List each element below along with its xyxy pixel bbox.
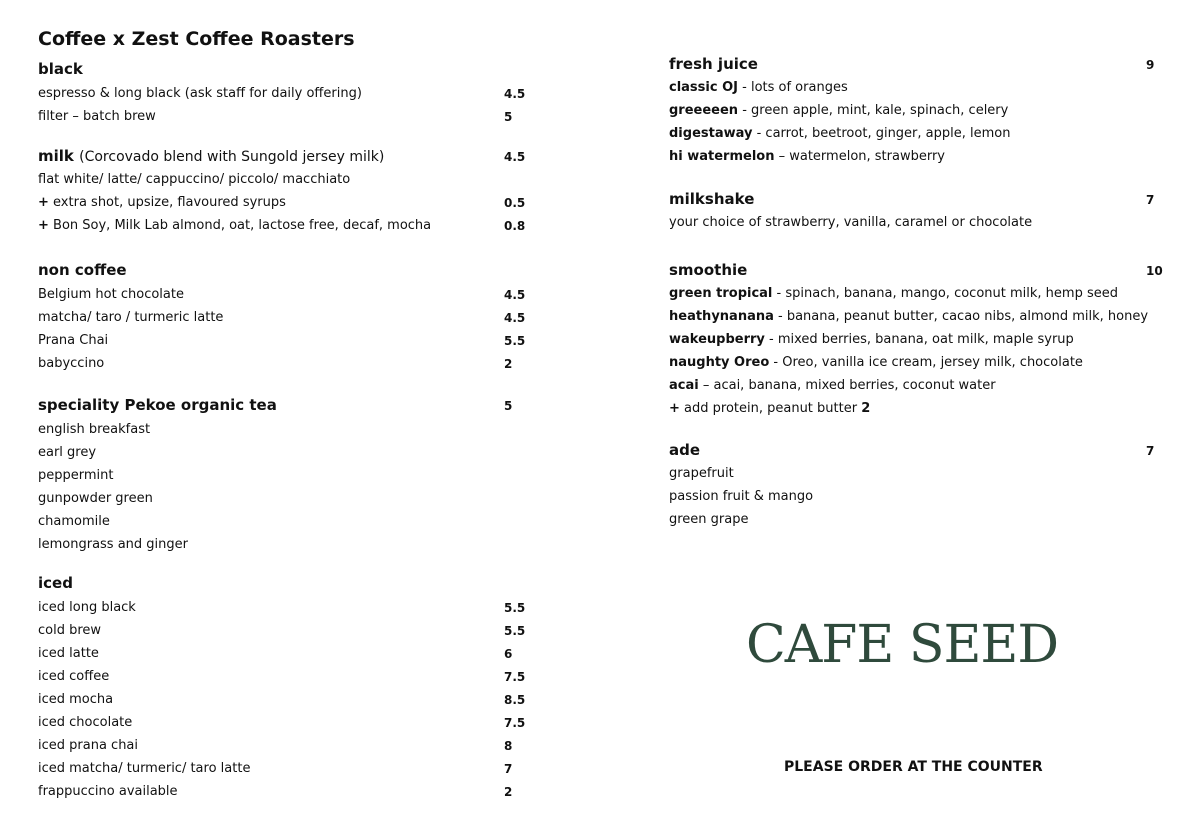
section-heading-iced: iced bbox=[38, 574, 73, 592]
item-name: frappuccino available bbox=[38, 784, 178, 799]
menu-addon bbox=[669, 401, 1169, 416]
item-name: classic OJ bbox=[669, 80, 738, 95]
item-name: filter – batch brew bbox=[38, 109, 156, 124]
item-name: iced coffee bbox=[38, 669, 110, 684]
menu-item bbox=[38, 537, 538, 552]
item-description: - spinach, banana, mango, coconut milk, hemp seed bbox=[772, 286, 1118, 301]
menu-item bbox=[669, 489, 1169, 504]
plus-prefix: + bbox=[38, 218, 49, 233]
section-price: 7 bbox=[1146, 444, 1155, 458]
item-price: 5 bbox=[504, 110, 513, 124]
item-name: gunpowder green bbox=[38, 491, 153, 506]
item-price: 0.5 bbox=[504, 196, 526, 210]
item-description: - banana, peanut butter, cacao nibs, almond milk, honey bbox=[773, 309, 1149, 324]
item-name: green tropical bbox=[669, 286, 773, 301]
item-price: 0.8 bbox=[504, 219, 526, 233]
item-description: - carrot, beetroot, ginger, apple, lemon bbox=[752, 126, 1011, 141]
item-name: babyccino bbox=[38, 356, 105, 371]
menu-item bbox=[38, 784, 538, 799]
item-description: - mixed berries, banana, oat milk, maple syrup bbox=[764, 332, 1074, 347]
item-description: - Oreo, vanilla ice cream, jersey milk, chocolate bbox=[769, 355, 1083, 370]
item-description: add protein, peanut butter bbox=[679, 401, 862, 416]
menu-item bbox=[669, 332, 1169, 347]
menu-item bbox=[38, 761, 538, 776]
menu-item bbox=[38, 623, 538, 638]
menu-item bbox=[38, 445, 538, 460]
item-name: iced long black bbox=[38, 600, 136, 615]
item-price: 6 bbox=[504, 647, 513, 661]
item-name: flat white/ latte/ cappuccino/ piccolo/ macchiato bbox=[38, 172, 351, 187]
section-heading-milkshake: milkshake bbox=[669, 190, 755, 208]
item-price: 5.5 bbox=[504, 334, 526, 348]
item-description: grapefruit bbox=[669, 466, 734, 481]
menu-item bbox=[669, 466, 1169, 481]
menu-item bbox=[38, 172, 538, 187]
item-description: - green apple, mint, kale, spinach, celery bbox=[738, 103, 1009, 118]
item-name: extra shot, upsize, flavoured syrups bbox=[48, 195, 286, 210]
menu-item bbox=[38, 422, 538, 437]
item-name: matcha/ taro / turmeric latte bbox=[38, 310, 224, 325]
item-name: heathynanana bbox=[669, 309, 774, 324]
menu-item bbox=[38, 218, 538, 233]
menu-item bbox=[38, 669, 538, 684]
item-name: digestaway bbox=[669, 126, 753, 141]
item-name: Bon Soy, Milk Lab almond, oat, lactose free, decaf, mocha bbox=[48, 218, 432, 233]
plus-prefix: + bbox=[38, 195, 49, 210]
item-name: lemongrass and ginger bbox=[38, 537, 188, 552]
menu-item bbox=[669, 80, 1169, 95]
menu-item bbox=[669, 215, 1169, 230]
item-description: green grape bbox=[669, 512, 749, 527]
menu-item bbox=[38, 738, 538, 753]
section-price: 7 bbox=[1146, 193, 1155, 207]
item-name: chamomile bbox=[38, 514, 110, 529]
item-price: 7.5 bbox=[504, 716, 526, 730]
item-name: greeeeen bbox=[669, 103, 739, 118]
heading-text: milk bbox=[38, 147, 74, 165]
menu-item bbox=[38, 109, 538, 124]
menu-item bbox=[669, 309, 1169, 324]
item-name: earl grey bbox=[38, 445, 97, 460]
item-name: Belgium hot chocolate bbox=[38, 287, 184, 302]
item-description: - lots of oranges bbox=[738, 80, 848, 95]
plus-prefix: + bbox=[669, 401, 680, 416]
section-price: 9 bbox=[1146, 58, 1155, 72]
menu-item bbox=[38, 310, 538, 325]
menu-item bbox=[669, 126, 1169, 141]
heading-subtext: (Corcovado blend with Sungold jersey milk) bbox=[79, 149, 385, 165]
menu-item bbox=[38, 287, 538, 302]
menu-title: Coffee x Zest Coffee Roasters bbox=[38, 28, 355, 50]
section-heading-non-coffee: non coffee bbox=[38, 261, 127, 279]
item-name: espresso & long black (ask staff for daily offering) bbox=[38, 86, 362, 101]
item-name: acai bbox=[669, 378, 699, 393]
item-price: 5.5 bbox=[504, 624, 526, 638]
item-description: passion fruit & mango bbox=[669, 489, 814, 504]
menu-item bbox=[38, 333, 538, 348]
item-price: 8 bbox=[504, 739, 513, 753]
menu-item bbox=[669, 355, 1169, 370]
addon-price: 2 bbox=[861, 401, 871, 416]
item-price: 4.5 bbox=[504, 87, 526, 101]
section-price: 5 bbox=[504, 399, 513, 413]
item-price: 8.5 bbox=[504, 693, 526, 707]
section-heading-tea: speciality Pekoe organic tea bbox=[38, 396, 277, 414]
item-price: 7 bbox=[504, 762, 513, 776]
item-name: naughty Oreo bbox=[669, 355, 770, 370]
logo-text: CAFE SEED bbox=[745, 615, 1059, 675]
item-name: english breakfast bbox=[38, 422, 151, 437]
menu-item bbox=[38, 356, 538, 371]
item-name: iced prana chai bbox=[38, 738, 139, 753]
section-price: 4.5 bbox=[504, 150, 526, 164]
item-name: wakeupberry bbox=[669, 332, 765, 347]
item-price: 7.5 bbox=[504, 670, 526, 684]
item-name: iced chocolate bbox=[38, 715, 133, 730]
menu-item bbox=[38, 646, 538, 661]
item-price: 4.5 bbox=[504, 311, 526, 325]
item-description: – watermelon, strawberry bbox=[774, 149, 945, 164]
item-description: – acai, banana, mixed berries, coconut water bbox=[698, 378, 996, 393]
cafe-seed-logo bbox=[745, 604, 1059, 684]
menu-item bbox=[669, 512, 1169, 527]
section-price: 10 bbox=[1146, 264, 1163, 278]
item-name: hi watermelon bbox=[669, 149, 775, 164]
item-description: your choice of strawberry, vanilla, caramel or chocolate bbox=[669, 215, 1033, 230]
item-name: iced matcha/ turmeric/ taro latte bbox=[38, 761, 251, 776]
section-heading-milk bbox=[38, 147, 538, 165]
menu-item bbox=[38, 514, 538, 529]
item-name: Prana Chai bbox=[38, 333, 109, 348]
menu-item bbox=[38, 692, 538, 707]
menu-item bbox=[38, 600, 538, 615]
menu-item bbox=[38, 86, 538, 101]
section-heading-fresh-juice: fresh juice bbox=[669, 55, 758, 73]
item-name: peppermint bbox=[38, 468, 114, 483]
item-price: 2 bbox=[504, 357, 513, 371]
item-name: iced latte bbox=[38, 646, 99, 661]
menu-item bbox=[669, 378, 1169, 393]
menu-item bbox=[38, 195, 538, 210]
section-heading-black: black bbox=[38, 60, 83, 78]
section-heading-ade: ade bbox=[669, 441, 701, 459]
item-price: 2 bbox=[504, 785, 513, 799]
item-price: 5.5 bbox=[504, 601, 526, 615]
menu-item bbox=[669, 103, 1169, 118]
item-price: 4.5 bbox=[504, 288, 526, 302]
menu-item bbox=[38, 468, 538, 483]
item-name: iced mocha bbox=[38, 692, 114, 707]
menu-item bbox=[669, 149, 1169, 164]
menu-item bbox=[669, 286, 1169, 301]
menu-item bbox=[38, 715, 538, 730]
menu-item bbox=[38, 491, 538, 506]
section-heading-smoothie: smoothie bbox=[669, 261, 748, 279]
item-name: cold brew bbox=[38, 623, 102, 638]
order-at-counter-notice: PLEASE ORDER AT THE COUNTER bbox=[784, 759, 1043, 775]
